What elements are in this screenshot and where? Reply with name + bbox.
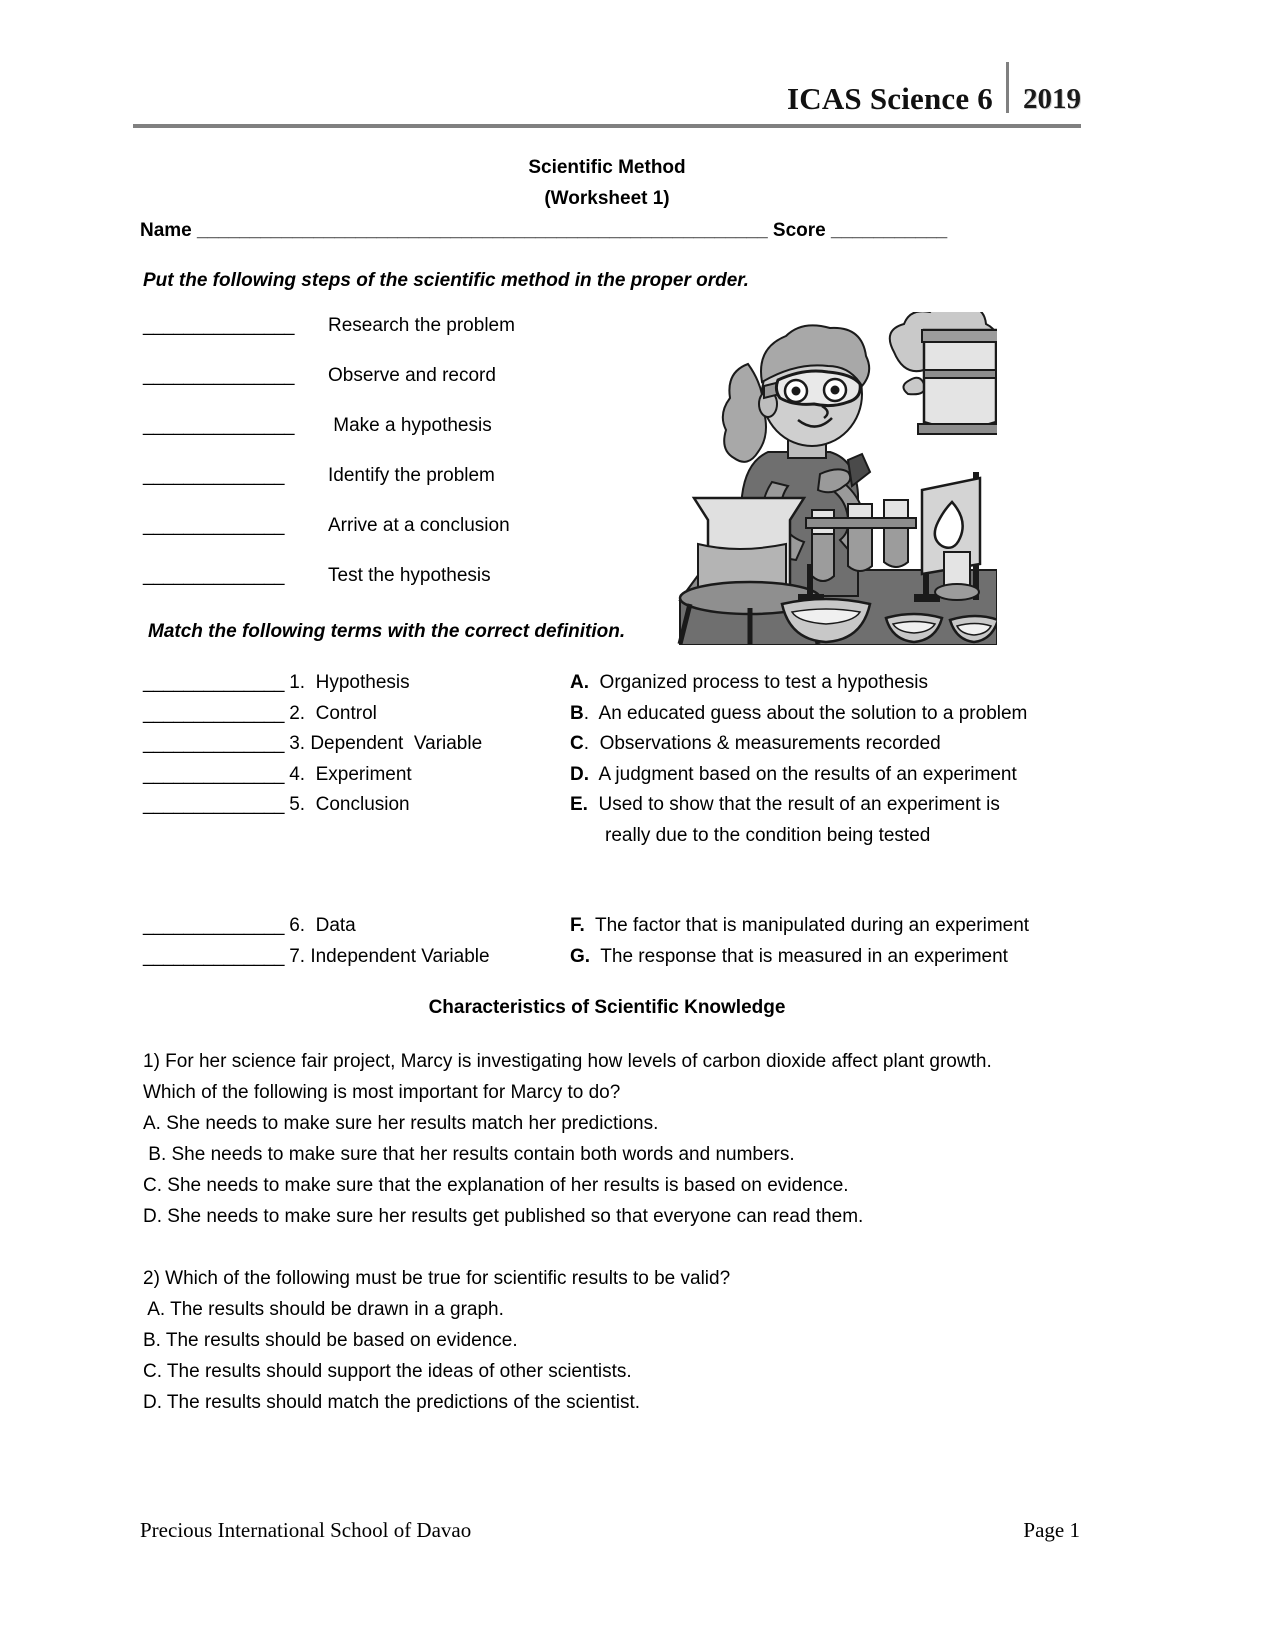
match-term: 6. Data — [283, 915, 356, 936]
match-answer-blank[interactable]: ______________ — [143, 763, 284, 785]
question-option[interactable]: C. The results should support the ideas of other scientists. — [143, 1361, 632, 1382]
match-answer-blank[interactable]: ______________ — [143, 945, 284, 967]
definition-letter: B — [570, 702, 584, 724]
step-label: Test the hypothesis — [328, 565, 491, 586]
match-answer-blank[interactable]: ______________ — [143, 702, 284, 724]
match-term: 5. Conclusion — [283, 794, 410, 815]
match-term: 7. Independent Variable — [283, 945, 490, 967]
match-row — [143, 729, 1083, 760]
definition-letter: C — [570, 733, 584, 754]
definition-letter: D. — [570, 763, 589, 785]
definition-text: Organized process to test a hypothesis — [589, 672, 929, 693]
footer-page-number: Page 1 — [1023, 1518, 1080, 1542]
definition-text: Used to show that the result of an experiment is — [587, 794, 1000, 815]
match-row — [143, 760, 1083, 791]
question-stem: 1) For her science fair project, Marcy is investigating how levels of carbon dioxide affect plant growth. — [143, 1051, 992, 1072]
matching-group-secondary — [143, 911, 1083, 972]
question-item — [143, 1263, 1083, 1418]
definition-text: . Observations & measurements recorded — [583, 733, 941, 754]
question-option[interactable]: D. The results should match the predictions of the scientist. — [143, 1392, 641, 1413]
step-answer-blank[interactable]: ______________ — [143, 515, 284, 536]
match-row — [143, 911, 1083, 942]
worksheet-subtitle: (Worksheet 1) — [544, 188, 670, 209]
question-option[interactable]: C. She needs to make sure that the explanation of her results is based on evidence. — [143, 1175, 849, 1196]
definition-letter: F. — [570, 915, 585, 936]
question-stem-continued: Which of the following is most important for Marcy to do? — [143, 1082, 621, 1103]
step-row — [143, 315, 673, 365]
definition-letter: E. — [570, 794, 588, 815]
match-term: 4. Experiment — [283, 763, 412, 785]
definition-text: A judgment based on the results of an experiment — [589, 763, 1017, 785]
match-answer-blank[interactable]: ______________ — [143, 672, 284, 693]
question-option[interactable]: A. She needs to make sure her results match her predictions. — [143, 1113, 659, 1134]
step-row — [143, 365, 673, 415]
match-term: 3. Dependent Variable — [283, 733, 483, 754]
header-course-title: ICAS Science 6 — [786, 81, 993, 116]
definition-text: The factor that is manipulated during an experiment — [584, 915, 1030, 936]
lab-experiment-illustration — [672, 312, 997, 645]
match-term: 2. Control — [283, 702, 377, 724]
question-spacer — [143, 1232, 1083, 1263]
match-row — [143, 790, 1083, 821]
match-row — [143, 942, 1083, 973]
step-label: Arrive at a conclusion — [328, 515, 510, 536]
step-row — [143, 465, 673, 515]
step-label: Research the problem — [328, 315, 515, 336]
page-header — [133, 62, 1081, 114]
definition-text: The response that is measured in an experiment — [590, 945, 1008, 967]
match-row — [143, 699, 1083, 730]
question-option[interactable]: B. She needs to make sure that her results contain both words and numbers. — [143, 1144, 795, 1165]
match-row — [143, 668, 1083, 699]
definition-text: . An educated guess about the solution to a problem — [583, 702, 1028, 724]
match-answer-blank[interactable]: ______________ — [143, 794, 284, 815]
match-term: 1. Hypothesis — [283, 672, 410, 693]
matching-spacer — [143, 851, 1083, 911]
match-definition — [570, 668, 1083, 699]
instruction-ordering: Put the following steps of the scientific method in the proper order. — [143, 270, 749, 291]
score-field[interactable]: Score ___________ — [772, 220, 948, 241]
step-row — [143, 565, 673, 615]
step-label: Make a hypothesis — [328, 415, 492, 436]
step-answer-blank[interactable]: _______________ — [143, 315, 295, 336]
match-definition — [570, 699, 1083, 730]
step-answer-blank[interactable]: ______________ — [143, 565, 284, 586]
matching-section — [143, 668, 1083, 972]
instruction-matching: Match the following terms with the correct definition. — [148, 621, 626, 642]
match-definition — [570, 760, 1083, 791]
step-answer-blank[interactable]: ______________ — [143, 465, 284, 486]
match-definition — [570, 911, 1083, 942]
name-score-row — [140, 220, 1080, 242]
questions-list — [143, 1046, 1083, 1418]
section-heading-characteristics: Characteristics of Scientific Knowledge — [428, 997, 786, 1018]
definition-letter: G. — [570, 945, 591, 967]
definition-continuation: really due to the condition being tested — [605, 824, 931, 846]
question-item — [143, 1046, 1083, 1232]
question-stem: 2) Which of the following must be true for scientific results to be valid? — [143, 1268, 731, 1289]
step-row — [143, 415, 673, 465]
page-footer — [140, 1518, 1080, 1543]
step-label: Observe and record — [328, 365, 496, 386]
footer-school-name: Precious International School of Davao — [140, 1518, 472, 1542]
step-row — [143, 515, 673, 565]
step-answer-blank[interactable]: _______________ — [143, 365, 295, 386]
question-option[interactable]: D. She needs to make sure her results get published so that everyone can read them. — [143, 1206, 864, 1227]
definition-letter: A. — [570, 672, 589, 693]
match-answer-blank[interactable]: ______________ — [143, 733, 284, 754]
ordering-steps-list — [143, 315, 673, 615]
matching-group-primary — [143, 668, 1083, 851]
match-definition — [570, 790, 1083, 821]
match-definition — [570, 729, 1083, 760]
step-answer-blank[interactable]: _______________ — [143, 415, 295, 436]
step-label: Identify the problem — [328, 465, 495, 486]
question-option[interactable]: B. The results should be based on evidence. — [143, 1330, 518, 1351]
header-year: 2019 — [1023, 83, 1081, 115]
name-field[interactable]: Name ______________________________________________________ — [140, 220, 768, 241]
header-rule — [133, 124, 1081, 128]
question-option[interactable]: A. The results should be drawn in a graph. — [143, 1299, 504, 1320]
match-definition — [570, 942, 1083, 973]
match-answer-blank[interactable]: ______________ — [143, 915, 284, 936]
page-title: Scientific Method — [528, 157, 686, 178]
